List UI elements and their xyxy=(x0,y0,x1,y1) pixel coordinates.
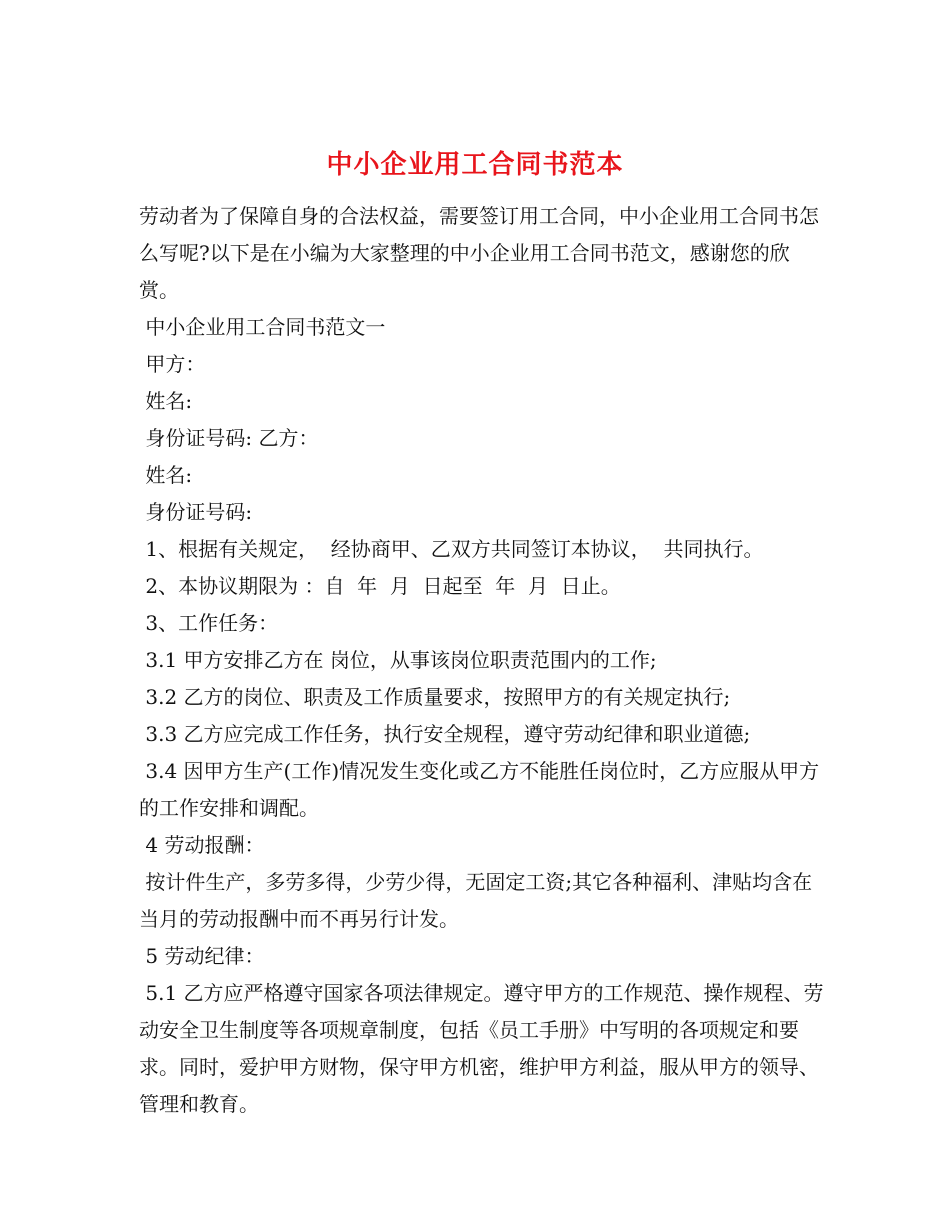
id-number-field-label: 身份证号码: 乙方： xyxy=(139,426,319,450)
document-body xyxy=(139,198,829,1123)
clause: 3.3 乙方应完成工作任务，执行安全规程，遵守劳动纪律和职业道德; xyxy=(139,722,751,746)
clause: 按计件生产，多劳多得，少劳少得，无固定工资;其它各种福利、津贴均含在当月的劳动报酬中而不再另行计发。 xyxy=(139,870,813,931)
document-title: 中小企业用工合同书范本 xyxy=(326,150,624,181)
section-heading: 中小企业用工合同书范文一 xyxy=(139,315,386,339)
clause: 3.4 因甲方生产(工作)情况发生变化或乙方不能胜任岗位时，乙方应服从甲方的工作安排和调配。 xyxy=(139,759,820,820)
party-a-label: 甲方： xyxy=(139,352,206,376)
name-field-label: 姓名: xyxy=(139,389,193,413)
clause-heading: 5 劳动纪律： xyxy=(139,944,265,968)
clause: 3.2 乙方的岗位、职责及工作质量要求，按照甲方的有关规定执行; xyxy=(139,685,731,709)
name-field-label: 姓名: xyxy=(139,463,193,487)
id-number-field-label: 身份证号码: xyxy=(139,500,253,524)
clause: 2、本协议期限为 ：自 年 月 日起至 年 月 日止。 xyxy=(139,574,621,598)
clause: 1、根据有关规定， 经协商甲、乙双方共同签订本协议， 共同执行。 xyxy=(139,537,764,561)
clause-heading: 3、工作任务： xyxy=(139,611,279,635)
clause: 3.1 甲方安排乙方在 岗位，从事该岗位职责范围内的工作; xyxy=(139,648,657,672)
clause: 5.1 乙方应严格遵守国家各项法律规定。遵守甲方的工作规范、操作规程、劳动安全卫生制度等各项规章制度，包括《员工手册》中写明的各项规定和要求。同时，爱护甲方财物，保守甲方机密，维护甲方利益，服从甲方的领导、管理和教育。 xyxy=(139,981,824,1116)
clause-heading: 4 劳动报酬： xyxy=(139,833,265,857)
paragraph: 劳动者为了保障自身的合法权益，需要签订用工合同，中小企业用工合同书怎么写呢?以下是在小编为大家整理的中小企业用工合同书范文，感谢您的欣赏。 xyxy=(139,204,819,302)
